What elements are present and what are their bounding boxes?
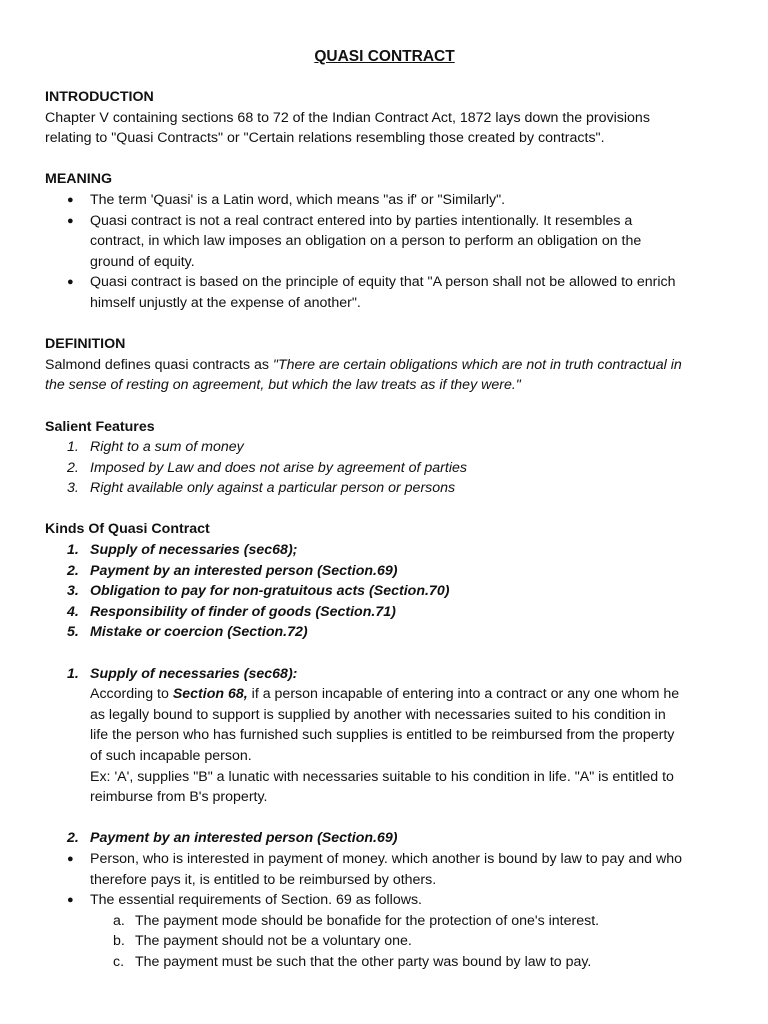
definition-line [45, 355, 724, 376]
list-letter: c. [113, 953, 125, 970]
sec68-line-rest: if a person incapable of entering into a contract or any one whom he [247, 686, 680, 703]
meaning-list [45, 190, 724, 314]
list-letter: a. [113, 912, 125, 929]
list-number: 3. [67, 583, 79, 600]
list-item [45, 849, 724, 890]
sec68-line [90, 684, 724, 705]
section-meaning [45, 169, 724, 313]
list-item-text: ground of equity. [90, 253, 195, 270]
list-item [45, 890, 724, 911]
list-item [45, 190, 724, 211]
list-letter: b. [113, 933, 125, 950]
list-item-text: contract, in which law imposes an obligation on a person to perform an obligation on the [90, 233, 642, 250]
list-number: 2. [67, 562, 79, 579]
section-introduction [45, 87, 724, 149]
sec68-body [45, 684, 724, 808]
list-number: 5. [67, 624, 79, 641]
sec69-heading-text: Payment by an interested person (Section.69) [90, 830, 398, 847]
list-item [45, 931, 724, 952]
list-item [45, 622, 724, 643]
section-definition [45, 334, 724, 396]
features-heading: Salient Features [45, 418, 155, 435]
introduction-line: relating to "Quasi Contracts" or "Certain relations resembling those created by contracts". [45, 130, 605, 147]
kinds-heading: Kinds Of Quasi Contract [45, 521, 210, 538]
sec68-heading-text: Supply of necessaries (sec68): [90, 665, 298, 682]
list-item-text: Imposed by Law and does not arise by agreement of parties [90, 459, 467, 476]
sec69-heading [45, 828, 724, 849]
introduction-heading: INTRODUCTION [45, 89, 154, 105]
section-sec68 [45, 664, 724, 808]
list-item-text: Right available only against a particular person or persons [90, 480, 456, 497]
list-item-text: The payment mode should be bonafide for the protection of one's interest. [135, 912, 600, 929]
list-number: 4. [67, 603, 79, 620]
page-title: QUASI CONTRACT [314, 48, 455, 65]
section-kinds [45, 519, 724, 643]
sec68-example: Ex: 'A', supplies "B" a lunatic with necessaries suitable to his condition in life. "A" is entitled to [90, 768, 674, 785]
definition-heading: DEFINITION [45, 336, 126, 353]
list-item-text: Mistake or coercion (Section.72) [90, 624, 308, 641]
list-number: 1. [67, 665, 79, 682]
sec69-list [45, 849, 724, 911]
list-item [45, 458, 724, 479]
list-number: 2. [67, 830, 79, 847]
definition-quote: the sense of resting on agreement, but which the law treats as if they were." [45, 377, 521, 394]
list-item [45, 478, 724, 499]
meaning-heading: MEANING [45, 171, 112, 188]
list-item-text: The payment must be such that the other party was bound by law to pay. [135, 953, 592, 970]
sec68-line: as legally bound to support is supplied by another with necessaries suited to his condition in [90, 706, 666, 723]
features-list [45, 437, 724, 499]
list-number: 1. [67, 439, 79, 456]
list-item-text: Right to a sum of money [90, 439, 244, 456]
definition-prefix: Salmond defines quasi contracts as [45, 356, 273, 373]
sec68-line: of such incapable person. [90, 748, 252, 764]
list-number: 2. [67, 459, 79, 476]
kinds-list [45, 540, 724, 643]
list-item-text: Supply of necessaries (sec68); [90, 542, 298, 559]
definition-quote: "There are certain obligations which are not in truth contractual in [272, 356, 682, 373]
list-item [45, 437, 724, 458]
list-item-text: ● The essential requirements of Section. 69 as follows. [90, 892, 422, 909]
sec68-according: According to [90, 686, 173, 703]
list-number: 3. [67, 480, 79, 497]
sec68-example: reimburse from B's property. [90, 789, 268, 806]
list-item-text: ● The term 'Quasi' is a Latin word, which means "as if' or "Similarly". [90, 191, 506, 208]
list-item [45, 911, 724, 932]
list-number: 1. [67, 542, 79, 559]
sec68-heading [45, 664, 724, 685]
sec68-line: life the person who has furnished such supplies is entitled to be reimbursed from the property [90, 727, 675, 744]
introduction-line: Chapter V containing sections 68 to 72 of the Indian Contract Act, 1872 lays down the provisions [45, 109, 650, 126]
list-item [45, 540, 724, 561]
list-item [45, 561, 724, 582]
list-item-text: therefore pays it, is entitled to be reimbursed by others. [90, 871, 437, 888]
sec69-sublist [45, 911, 724, 973]
list-item [45, 211, 724, 273]
list-item [45, 272, 724, 313]
list-item [45, 602, 724, 623]
section-sec69 [45, 828, 724, 972]
list-item-text: ● Quasi contract is not a real contract entered into by parties intentionally. It resembles a [90, 212, 633, 229]
list-item-text: Payment by an interested person (Section.69) [90, 562, 398, 579]
sec68-section-ref: Section 68, [172, 686, 248, 703]
list-item-text: himself unjustly at the expense of another". [90, 294, 361, 311]
section-salient-features [45, 417, 724, 499]
list-item [45, 581, 724, 602]
list-item-text: ● Quasi contract is based on the principle of equity that "A person shall not be allowed to enrich [90, 274, 676, 291]
list-item-text: Responsibility of finder of goods (Section.71) [90, 603, 396, 620]
list-item-text: The payment should not be a voluntary one. [135, 933, 412, 950]
list-item [45, 952, 724, 973]
list-item-text: Obligation to pay for non-gratuitous acts (Section.70) [90, 583, 450, 600]
list-item-text: ● Person, who is interested in payment of money. which another is bound by law to pay and who [90, 850, 683, 867]
